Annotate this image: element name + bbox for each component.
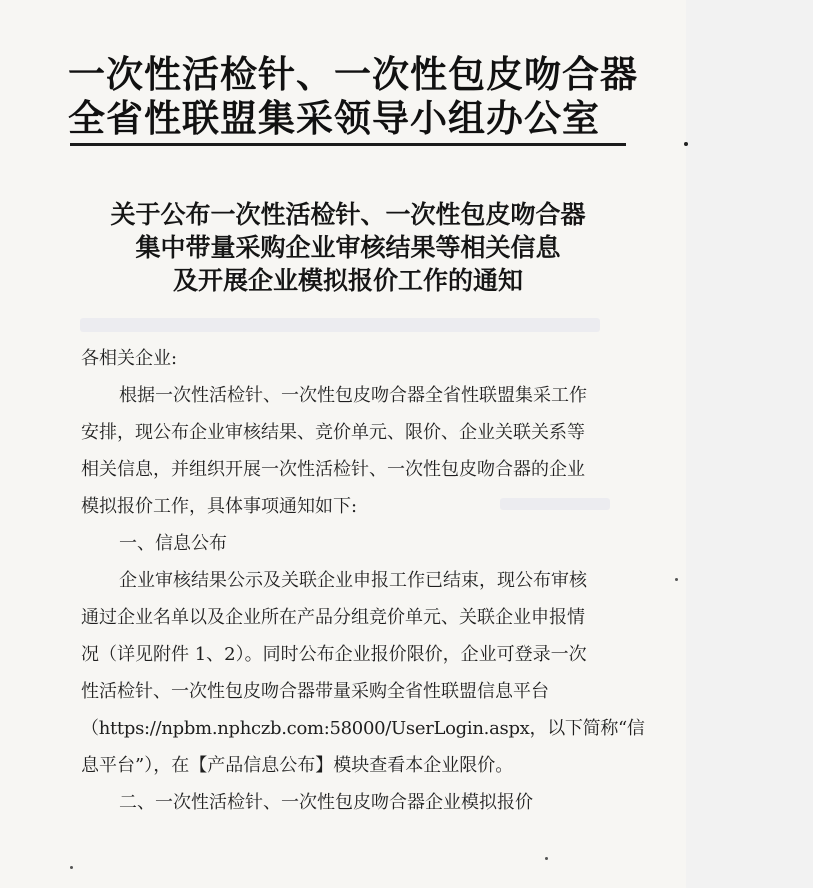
- paragraph-2-line-6: 息平台”），在【产品信息公布】模块查看本企业限价。: [81, 755, 514, 776]
- paragraph-1-line-1: 根据一次性活检针、一次性包皮吻合器全省性联盟集采工作: [119, 385, 587, 406]
- issuer-header: [68, 52, 638, 140]
- paragraph-2-line-5: （https://npbm.nphczb.com:58000/UserLogin.aspx，以下简称“信: [81, 718, 645, 739]
- scan-speck: [675, 578, 678, 581]
- paragraph-2-line-1: 企业审核结果公示及关联企业申报工作已结束，现公布审核: [119, 570, 587, 591]
- paragraph-1-line-2: 安排，现公布企业审核结果、竞价单元、限价、企业关联关系等: [81, 422, 585, 443]
- title-line-2: 集中带量采购企业审核结果等相关信息: [135, 233, 561, 262]
- title-line-3: 及开展企业模拟报价工作的通知: [172, 266, 523, 295]
- salutation: 各相关企业:: [81, 348, 178, 369]
- notice-body: [81, 340, 645, 821]
- section-2-heading: 二、一次性活检针、一次性包皮吻合器企业模拟报价: [119, 792, 533, 813]
- paragraph-2-line-2: 通过企业名单以及企业所在产品分组竞价单元、关联企业申报情: [81, 607, 585, 628]
- header-rule: [70, 143, 626, 146]
- scan-speck: [684, 142, 688, 146]
- section-1-heading: 一、信息公布: [119, 533, 227, 554]
- paragraph-2-line-4: 性活检针、一次性包皮吻合器带量采购全省性联盟信息平台: [81, 681, 549, 702]
- issuer-line-1: 一次性活检针、一次性包皮吻合器: [68, 52, 638, 96]
- title-line-1: 关于公布一次性活检针、一次性包皮吻合器: [110, 200, 586, 229]
- paragraph-1-line-3: 相关信息，并组织开展一次性活检针、一次性包皮吻合器的企业: [81, 459, 585, 480]
- issuer-line-2: 全省性联盟集采领导小组办公室: [68, 96, 600, 140]
- notice-title: [70, 198, 626, 297]
- scan-speck: [545, 857, 548, 860]
- faint-bleed-through: [80, 318, 600, 332]
- scan-speck: [70, 866, 73, 869]
- paragraph-1-line-4: 模拟报价工作，具体事项通知如下:: [81, 496, 358, 517]
- paragraph-2-line-3: 况（详见附件 1、2）。同时公布企业报价限价，企业可登录一次: [81, 644, 587, 665]
- scan-margin: [686, 0, 813, 888]
